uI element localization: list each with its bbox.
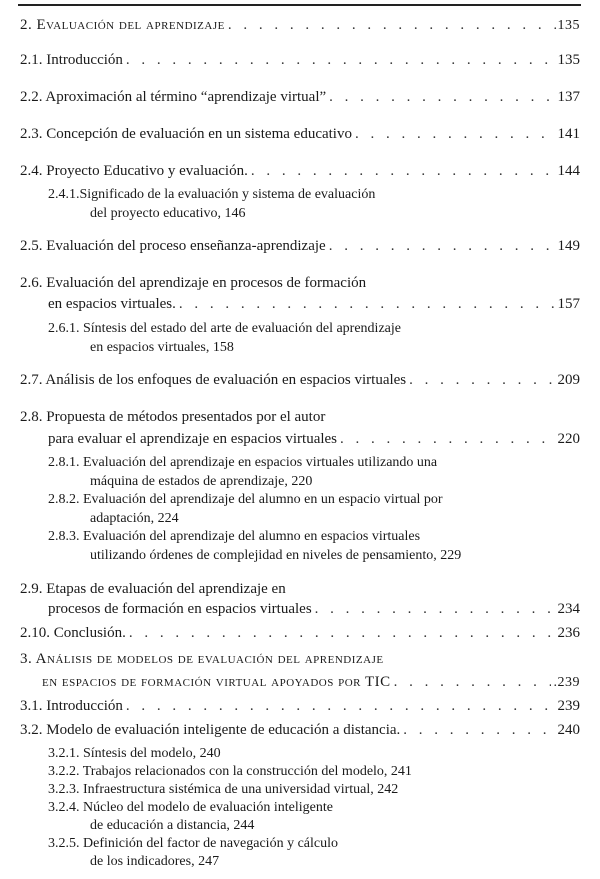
toc-subsection-3-2-5: 3.2.5. Definición del factor de navegación y cálculo: [48, 836, 338, 851]
toc-subsection-3-2-1: 3.2.1. Síntesis del modelo, 240: [48, 746, 221, 761]
toc-section-2-1: [20, 51, 580, 69]
leader-dots: [315, 600, 555, 618]
toc-page: 240: [557, 722, 580, 738]
toc-page: 149: [557, 238, 580, 254]
leader-dots: [394, 673, 551, 691]
toc-section-2-7: [20, 371, 580, 389]
toc-label: 2.10. Conclusión.: [20, 625, 126, 641]
toc-subsection-3-2-4-cont: de educación a distancia, 244: [90, 818, 255, 833]
leader-dots: [329, 237, 555, 255]
leader-dots: [251, 162, 555, 180]
toc-section-2-8-cont: [48, 430, 580, 448]
leader-dots: [340, 430, 554, 448]
toc-section-2-5: [20, 237, 580, 255]
toc-label: 2.3. Concepción de evaluación en un sistema educativo: [20, 126, 352, 142]
leader-dots: [403, 721, 554, 739]
toc-page: .239: [553, 675, 580, 690]
toc-section-2-4: [20, 162, 580, 180]
toc-page: .135: [553, 18, 580, 33]
toc-page: 144: [557, 163, 580, 179]
leader-dots: [126, 51, 555, 69]
toc-section-2-6-cont: [48, 295, 580, 313]
toc-label: 2.5. Evaluación del proceso enseñanza-aprendizaje: [20, 238, 326, 254]
toc-label: 2.4. Proyecto Educativo y evaluación.: [20, 163, 248, 179]
leader-dots: [129, 624, 555, 642]
toc-section-2-9: 2.9. Etapas de evaluación del aprendizaje en: [20, 581, 286, 597]
toc-page: 135: [557, 52, 580, 68]
toc-page: 141: [557, 126, 580, 142]
toc-label: procesos de formación en espacios virtuales: [48, 601, 312, 617]
toc-subsection-2-6-1-cont: en espacios virtuales, 158: [90, 340, 234, 355]
toc-subsection-2-8-2: 2.8.2. Evaluación del aprendizaje del alumno en un espacio virtual por: [48, 492, 443, 507]
toc-section-2-6: 2.6. Evaluación del aprendizaje en procesos de formación: [20, 275, 367, 291]
toc-label: 2.7. Análisis de los enfoques de evaluación en espacios virtuales: [20, 372, 407, 388]
toc-page: 157: [557, 296, 580, 312]
toc-page: 209: [557, 372, 580, 388]
toc-subsection-2-4-1-cont: del proyecto educativo, 146: [90, 206, 246, 221]
toc-label: 2. Evaluación del aprendizaje: [20, 17, 225, 33]
toc-subsection-3-2-3: 3.2.3. Infraestructura sistémica de una universidad virtual, 242: [48, 782, 399, 797]
toc-page: 234: [557, 601, 580, 617]
toc-subsection-2-8-3: 2.8.3. Evaluación del aprendizaje del alumno en espacios virtuales: [48, 529, 421, 544]
toc-label: para evaluar el aprendizaje en espacios virtuales: [48, 431, 338, 447]
toc-section-3-1: [20, 697, 580, 715]
toc-page: 220: [557, 431, 580, 447]
leader-dots: [228, 16, 551, 34]
toc-section-3-2: [20, 721, 580, 739]
toc-chapter-3-cont: [42, 673, 580, 692]
toc-chapter-2: [20, 16, 580, 35]
leader-dots: [179, 295, 555, 313]
toc-subsection-2-8-1-cont: máquina de estados de aprendizaje, 220: [90, 474, 313, 489]
top-rule: [18, 4, 581, 6]
toc-section-2-3: [20, 125, 580, 143]
leader-dots: [126, 697, 555, 715]
toc-section-2-2: [20, 88, 580, 106]
toc-page: 239: [557, 698, 580, 714]
toc-page: 236: [557, 625, 580, 641]
toc-subsection-2-8-2-cont: adaptación, 224: [90, 511, 179, 526]
toc-page: 137: [557, 89, 580, 105]
toc-subsection-3-2-4: 3.2.4. Núcleo del modelo de evaluación inteligente: [48, 800, 333, 815]
toc-subsection-2-4-1: 2.4.1.Significado de la evaluación y sistema de evaluación: [48, 187, 376, 202]
leader-dots: [329, 88, 554, 106]
toc-section-2-8: 2.8. Propuesta de métodos presentados por el autor: [20, 409, 326, 425]
leader-dots: [409, 371, 554, 389]
toc-subsection-2-8-3-cont: utilizando órdenes de complejidad en niveles de pensamiento, 229: [90, 548, 462, 563]
toc-label: 3.2. Modelo de evaluación inteligente de educación a distancia.: [20, 722, 401, 738]
toc-section-2-10: [20, 624, 580, 642]
toc-chapter-3: 3. Análisis de modelos de evaluación del aprendizaje: [20, 651, 384, 667]
toc-subsection-2-6-1: 2.6.1. Síntesis del estado del arte de evaluación del aprendizaje: [48, 321, 401, 336]
leader-dots: [355, 125, 555, 143]
toc-label: en espacios de formación virtual apoyados por TIC: [42, 674, 391, 690]
toc-label: 2.1. Introducción: [20, 52, 123, 68]
toc-section-2-9-cont: [48, 600, 580, 618]
toc-label: 3.1. Introducción: [20, 698, 123, 714]
toc-label: 2.2. Aproximación al término “aprendizaje virtual”: [20, 89, 327, 105]
toc-subsection-2-8-1: 2.8.1. Evaluación del aprendizaje en espacios virtuales utilizando una: [48, 455, 438, 470]
toc-subsection-3-2-2: 3.2.2. Trabajos relacionados con la construcción del modelo, 241: [48, 764, 412, 779]
toc-label: en espacios virtuales.: [48, 296, 176, 312]
toc-subsection-3-2-5-cont: de los indicadores, 247: [90, 854, 220, 869]
